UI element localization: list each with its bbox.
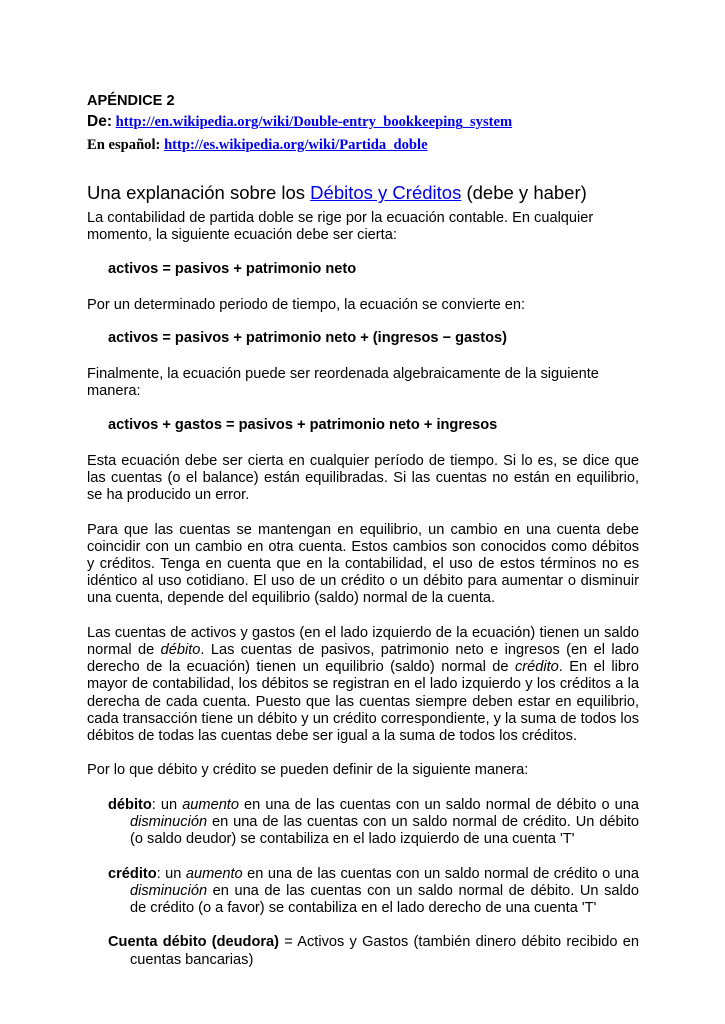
debit-account-text: = Activos y Gastos (también dinero débito recibido en cuentas bancarias): [130, 934, 639, 968]
spanish-source-link[interactable]: http://es.wikipedia.org/wiki/Partida_doble: [164, 137, 428, 154]
credit-text-1: : un: [156, 865, 186, 882]
debit-term: débito: [108, 796, 152, 813]
credit-term: crédito: [108, 865, 157, 882]
definition-credit: [108, 866, 639, 918]
p6-text-c: . Las cuentas de pasivos, patrimonio neto e ingresos (en el lado derecho de la ecuación) tienen un equilibrio (saldo) normal de: [87, 642, 639, 676]
paragraph-rearranged: Finalmente, la ecuación puede ser reordenada algebraicamente de la siguiente manera:: [87, 366, 599, 400]
equation-2: activos = pasivos + patrimonio neto + (ingresos − gastos): [108, 330, 508, 347]
debit-italic-2: disminución: [130, 814, 208, 831]
spacer: [87, 780, 639, 797]
credit-text-2: en una de las cuentas con un saldo normal de crédito o una: [242, 865, 639, 882]
heading-prefix: Una explanación sobre los: [87, 182, 311, 204]
p6-text-e: . En el libro mayor de contabilidad, los débitos se registran en el lado izquierdo y los créditos a la derecha de cada cuenta. Puesto que las cuentas siempre deben estar en equilibrio, cada transacción tiene un débito y un crédito correspondiente, y la suma de todos los débitos de todas las cuentas debe ser igual a la suma de todos los créditos.: [87, 659, 639, 745]
spacer: [87, 848, 639, 865]
heading-link[interactable]: Débitos y Créditos: [310, 182, 462, 204]
p6-credit-italic: crédito: [514, 659, 559, 676]
definition-debit: [108, 797, 639, 849]
spacer: [87, 608, 639, 625]
paragraph-balance: Esta ecuación debe ser cierta en cualquier período de tiempo. Si lo es, se dice que las cuentas (o el balance) están equilibradas. Si las cuentas no están en equilibrio, se ha producido un error.: [87, 452, 639, 504]
p6-text-a: Las cuentas de activos y gastos (en el lado izquierdo de la ecuación) tienen un saldo normal de: [87, 624, 639, 659]
document-page: [87, 93, 639, 969]
definition-debit-account: [108, 934, 639, 968]
debit-text-3: en una de las cuentas con un saldo normal de crédito. Un débito (o saldo deudor) se contabiliza en el lado izquierdo de una cuenta 'T': [130, 814, 639, 848]
paragraph-intro: La contabilidad de partida doble se rige por la ecuación contable. En cualquier momento, la siguiente ecuación debe ser cierta:: [87, 210, 594, 244]
spacer: [87, 504, 639, 521]
debit-italic-1: aumento: [182, 796, 239, 813]
credit-italic-1: aumento: [185, 865, 243, 882]
paragraph-changes: Para que las cuentas se mantengan en equilibrio, un cambio en una cuenta debe coincidir con un cambio en otra cuenta. Estos cambios son conocidos como débitos y créditos. Tenga en cuenta que en la contabilidad, el uso de estos términos no es idéntico al uso cotidiano. El uso de un crédito o un débito para aumentar o disminuir una cuenta, depende del equilibrio (saldo) normal de la cuenta.: [87, 521, 639, 607]
credit-italic-2: disminución: [130, 882, 208, 899]
debit-text-2: en una de las cuentas con un saldo normal de débito o una: [238, 796, 639, 813]
spanish-label: En español:: [87, 137, 161, 154]
equation-3: activos + gastos = pasivos + patrimonio neto + ingresos: [108, 416, 498, 433]
p6-debit-italic: débito: [160, 642, 201, 659]
debit-text-1: : un: [151, 796, 183, 813]
section-heading: [87, 182, 639, 204]
spacer: [87, 917, 639, 934]
source-link[interactable]: http://en.wikipedia.org/wiki/Double-entry_bookkeeping_system: [115, 114, 513, 131]
equation-1: activos = pasivos + patrimonio neto: [108, 260, 357, 277]
source-label: De:: [87, 113, 112, 131]
spacer: [87, 745, 639, 762]
credit-text-3: en una de las cuentas con un saldo normal de débito. Un saldo de crédito (o a favor) se contabiliza en el lado derecho de una cuenta 'T': [130, 882, 639, 917]
source-line: [87, 110, 639, 134]
paragraph-normal-balances: [87, 625, 639, 745]
paragraph-period: Por un determinado periodo de tiempo, la ecuación se convierte en:: [87, 296, 526, 313]
paragraph-definitions-intro: Por lo que débito y crédito se pueden definir de la siguiente manera:: [87, 762, 529, 779]
appendix-title: APÉNDICE 2: [87, 93, 175, 109]
spanish-source-line: [87, 134, 639, 157]
heading-suffix: (debe y haber): [461, 182, 587, 204]
debit-account-term: Cuenta débito (deudora): [108, 934, 280, 951]
